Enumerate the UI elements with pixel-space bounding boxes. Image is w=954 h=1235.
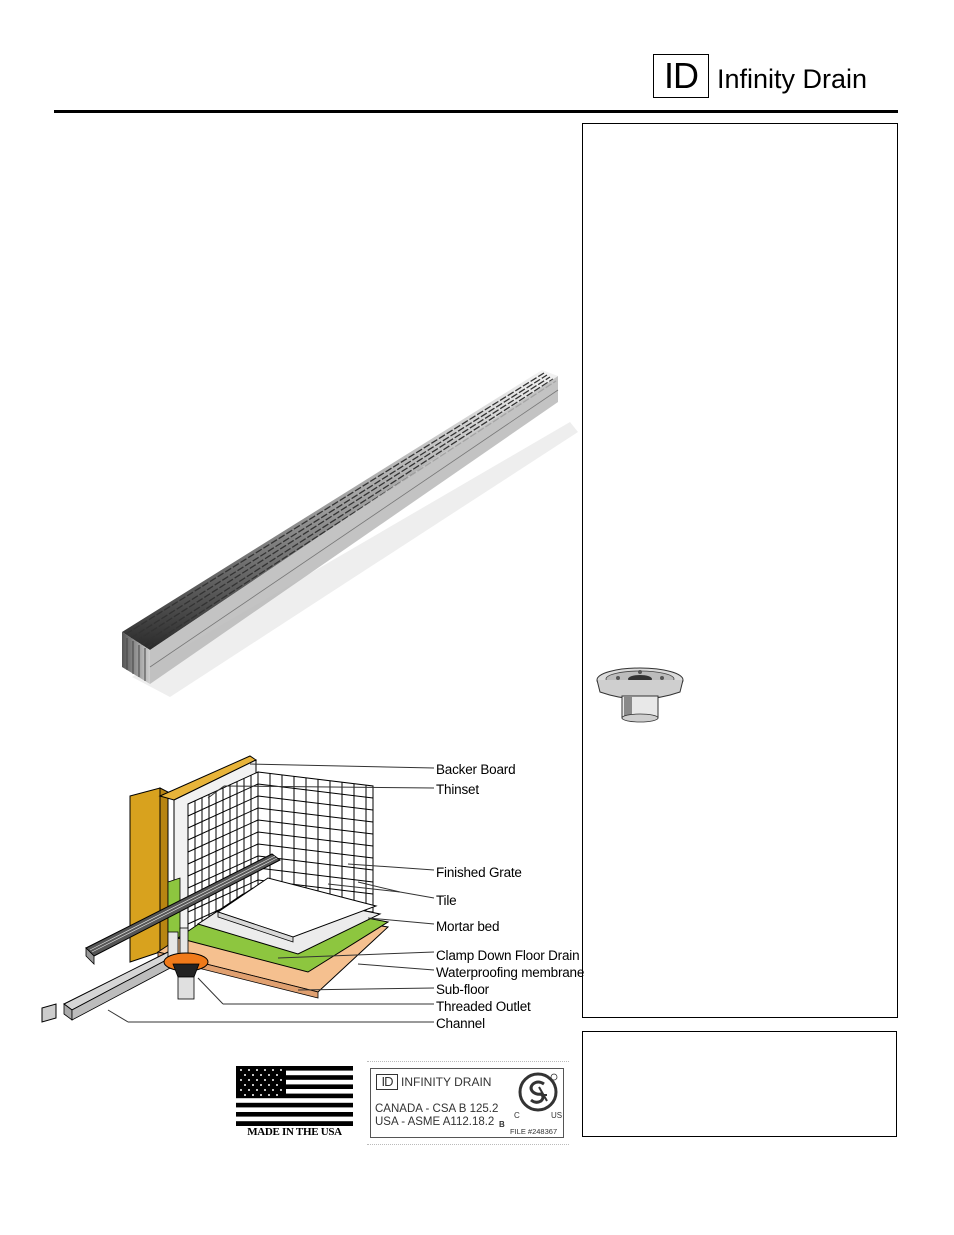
- csa-seal-icon: [517, 1071, 559, 1113]
- clamp-down-drain-image: [594, 666, 688, 724]
- header-rule: [54, 110, 898, 113]
- label-tile: Tile: [436, 893, 457, 908]
- usa-flag-icon: [236, 1066, 353, 1126]
- label-thinset: Thinset: [436, 782, 479, 797]
- logo-mark: ID: [653, 54, 709, 98]
- label-waterproofing-membrane: Waterproofing membrane: [436, 965, 585, 980]
- cert-seal-us: US: [551, 1111, 563, 1120]
- made-in-usa-caption: MADE IN THE USA: [247, 1126, 342, 1138]
- notes-box: [582, 1031, 897, 1137]
- brand-name: Infinity Drain: [717, 64, 868, 94]
- certification-label: [367, 1061, 569, 1145]
- certification-frame: [370, 1068, 564, 1138]
- specification-box: [582, 123, 898, 1018]
- cert-file-number: FILE #248367: [510, 1127, 558, 1136]
- label-clamp-down-floor-drain: Clamp Down Floor Drain: [436, 948, 580, 963]
- cert-canada-standard: CANADA - CSA B 125.2: [375, 1103, 499, 1115]
- label-finished-grate: Finished Grate: [436, 865, 522, 880]
- cert-logo-mark: ID: [376, 1074, 398, 1090]
- label-sub-floor: Sub-floor: [436, 982, 489, 997]
- cert-mark: B: [499, 1120, 505, 1129]
- linear-drain-product-image: [110, 362, 580, 712]
- cert-seal-c: C: [514, 1111, 520, 1120]
- cert-brand: INFINITY DRAIN: [401, 1075, 492, 1089]
- label-backer-board: Backer Board: [436, 762, 516, 777]
- brand-logo: [653, 54, 899, 102]
- label-channel: Channel: [436, 1016, 485, 1031]
- installation-diagram: [28, 752, 438, 1032]
- cert-usa-standard: USA - ASME A112.18.2: [375, 1116, 495, 1128]
- label-threaded-outlet: Threaded Outlet: [436, 999, 531, 1014]
- label-mortar-bed: Mortar bed: [436, 919, 500, 934]
